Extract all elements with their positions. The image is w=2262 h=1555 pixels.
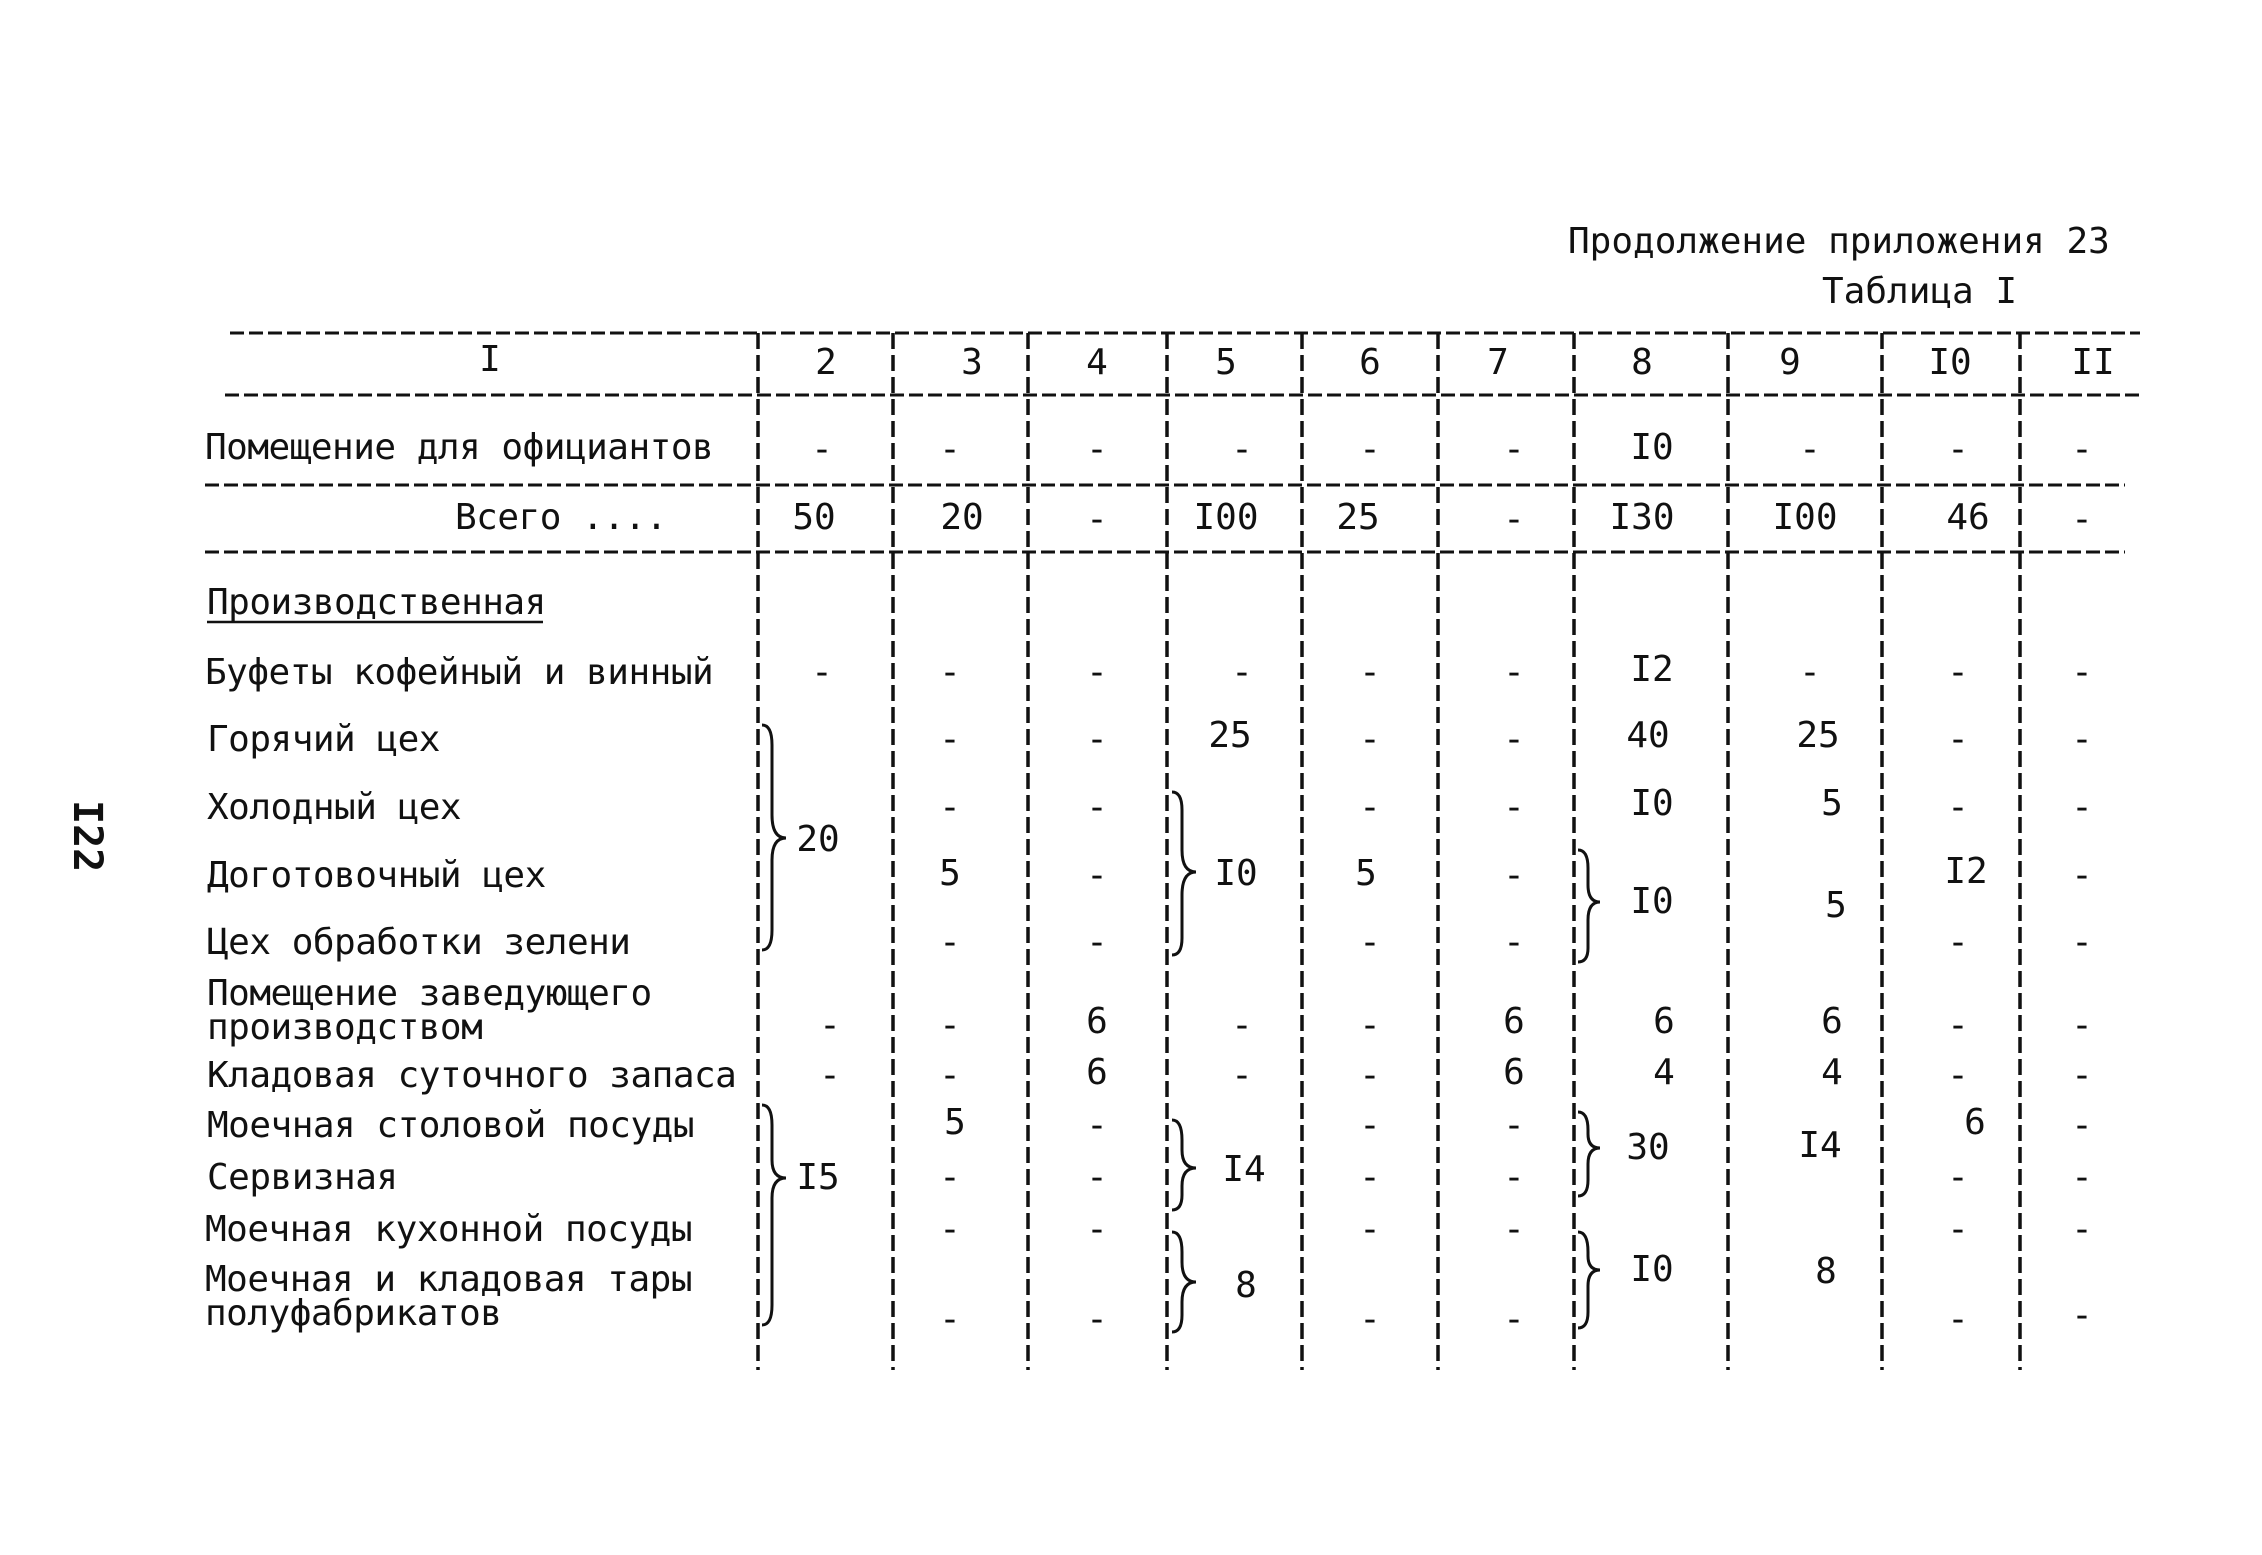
table-cell: - [1503, 429, 1525, 470]
table-cell: - [2071, 429, 2093, 470]
table-cell: 6 [1503, 1052, 1525, 1093]
brace-col2-a [762, 725, 786, 950]
row-label: Моечная столовой посуды [207, 1105, 694, 1146]
table-cell: - [1086, 719, 1108, 760]
table-cell: - [2071, 922, 2093, 963]
table-cell: - [1359, 719, 1381, 760]
col-header-10: I0 [1928, 342, 1972, 383]
row-label-line: Моечная и кладовая тары [205, 1259, 692, 1300]
group-value: I4 [1222, 1149, 1266, 1190]
table-cell: - [1947, 1055, 1969, 1096]
table-cell: - [2071, 499, 2093, 540]
col-header-5: 5 [1215, 342, 1237, 383]
brace-col5-b [1172, 1120, 1196, 1210]
table-cell: 50 [792, 497, 836, 538]
page-number: I22 [64, 800, 110, 873]
col-header-8: 8 [1631, 342, 1653, 383]
table-cell: - [939, 1005, 961, 1046]
table-cell: 4 [1653, 1052, 1675, 1093]
table-cell: - [1086, 1299, 1108, 1340]
table-cell: - [2071, 1055, 2093, 1096]
table-cell: - [1503, 652, 1525, 693]
table-cell: - [2071, 652, 2093, 693]
table-cell: - [1086, 787, 1108, 828]
brace-col5-a [1172, 792, 1196, 955]
row-label: Цех обработки зелени [207, 922, 631, 963]
table-cell: - [1947, 1209, 1969, 1250]
table-cell: - [939, 1055, 961, 1096]
table-cell: - [1359, 1157, 1381, 1198]
table-cell: - [1359, 1005, 1381, 1046]
table-cell: I2 [1944, 851, 1988, 892]
table-cell: - [1086, 1209, 1108, 1250]
col-header-9: 9 [1779, 342, 1801, 383]
brace-col8-a [1578, 850, 1600, 962]
table-cell: - [1503, 787, 1525, 828]
table-cell: I00 [1772, 497, 1838, 538]
table-cell: 25 [1796, 715, 1840, 756]
row-label [207, 973, 652, 1048]
row-label-waiters: Помещение для официантов [205, 427, 714, 468]
col-header-3: 3 [961, 342, 983, 383]
table-cell: - [939, 1209, 961, 1250]
table-cell: - [1503, 855, 1525, 896]
table-cell: - [2071, 719, 2093, 760]
group-value: 30 [1626, 1127, 1670, 1168]
table-cell: - [1231, 1005, 1253, 1046]
brace-col8-b [1578, 1112, 1600, 1196]
table-cell: 6 [1964, 1102, 1986, 1143]
table-cell: - [1359, 922, 1381, 963]
table-cell: 40 [1626, 715, 1670, 756]
table-cell: 5 [1821, 783, 1843, 824]
table-cell: - [1231, 1055, 1253, 1096]
table-cell: I2 [1630, 649, 1674, 690]
table-cell: I30 [1609, 497, 1675, 538]
group-value: I0 [1630, 881, 1674, 922]
table-cell: - [2071, 1209, 2093, 1250]
table-cell: - [1086, 855, 1108, 896]
table-cell: - [1947, 787, 1969, 828]
brace-col5-c [1172, 1232, 1196, 1332]
table-cell: 25 [1336, 497, 1380, 538]
table-cell: - [1503, 1299, 1525, 1340]
table-cell: - [1359, 1055, 1381, 1096]
table-cell: - [1231, 429, 1253, 470]
group-value: I0 [1214, 853, 1258, 894]
table-cell: 6 [1653, 1001, 1675, 1042]
group-value: 5 [1825, 885, 1847, 926]
table-cell: - [1503, 1157, 1525, 1198]
row-label: Сервизная [207, 1157, 398, 1198]
col-header-4: 4 [1086, 342, 1108, 383]
col-header-11: II [2071, 342, 2115, 383]
table-cell: - [1086, 1157, 1108, 1198]
table-cell: - [1503, 1105, 1525, 1146]
table-cell: 6 [1821, 1001, 1843, 1042]
table-cell: - [2071, 855, 2093, 896]
table-cell: - [939, 429, 961, 470]
section-title: Производственная [207, 582, 546, 623]
table-cell: 5 [939, 853, 961, 894]
continuation-heading: Продолжение приложения 23 [1568, 221, 2110, 262]
table-cell: I00 [1193, 497, 1259, 538]
table-cell: - [1359, 1105, 1381, 1146]
group-value: I0 [1630, 1249, 1674, 1290]
row-label: Буфеты кофейный и винный [205, 652, 714, 693]
group-value: 20 [796, 819, 840, 860]
table-cell: - [1359, 652, 1381, 693]
table-cell: 25 [1208, 715, 1252, 756]
table-cell: - [939, 922, 961, 963]
brace-col8-c [1578, 1232, 1600, 1328]
table-cell: - [1799, 652, 1821, 693]
row-label-line: Помещение заведующего [207, 973, 652, 1014]
table-cell: - [819, 1055, 841, 1096]
table-cell: - [1503, 1209, 1525, 1250]
table-cell: - [1947, 1005, 1969, 1046]
table-cell: - [1947, 719, 1969, 760]
table-cell: 20 [940, 497, 984, 538]
table-cell: - [1086, 922, 1108, 963]
table-cell: - [1086, 499, 1108, 540]
table-cell: - [939, 787, 961, 828]
table-cell: - [1947, 429, 1969, 470]
row-label-line: полуфабрикатов [205, 1293, 502, 1334]
table-cell: 5 [1355, 853, 1377, 894]
col-header-7: 7 [1487, 342, 1509, 383]
table-cell: - [1947, 1299, 1969, 1340]
row-label: Кладовая суточного запаса [207, 1055, 737, 1096]
table-cell: - [1947, 1157, 1969, 1198]
table-cell: - [939, 652, 961, 693]
table-cell: - [1947, 922, 1969, 963]
row-label-total: Всего .... [455, 497, 667, 538]
table-cell: - [811, 652, 833, 693]
col-header-6: 6 [1359, 342, 1381, 383]
table-cell: 6 [1086, 1001, 1108, 1042]
table-cell: - [1359, 787, 1381, 828]
table-cell: - [1359, 1299, 1381, 1340]
table-cell: - [939, 719, 961, 760]
group-value: I5 [796, 1157, 840, 1198]
table-cell: - [819, 1005, 841, 1046]
table-cell: - [939, 1299, 961, 1340]
table-cell: 5 [944, 1102, 966, 1143]
table-title: Таблица I [1822, 271, 2018, 312]
table-cell: - [1503, 719, 1525, 760]
table-cell: - [811, 429, 833, 470]
table-cell: - [1359, 1209, 1381, 1250]
row-label: Доготовочный цех [207, 855, 546, 896]
row-label-line: производством [207, 1007, 483, 1048]
table-cell: - [1503, 499, 1525, 540]
table-cell: I0 [1630, 427, 1674, 468]
table-cell: I0 [1630, 783, 1674, 824]
brace-col2-b [762, 1105, 786, 1325]
table-cell: - [1086, 652, 1108, 693]
table-cell: - [1086, 1105, 1108, 1146]
table-cell: - [1231, 652, 1253, 693]
col-header-1: I [479, 339, 501, 380]
table-cell: - [1503, 922, 1525, 963]
group-value: 8 [1815, 1251, 1837, 1292]
table-cell: 46 [1946, 497, 1990, 538]
row-label: Горячий цех [207, 719, 440, 760]
table-cell: - [2071, 787, 2093, 828]
row-label: Моечная кухонной посуды [205, 1209, 692, 1250]
table-cell: 4 [1821, 1052, 1843, 1093]
table-cell: 6 [1503, 1001, 1525, 1042]
table-cell: - [2071, 1157, 2093, 1198]
table-cell: - [1799, 429, 1821, 470]
group-value: 8 [1235, 1265, 1257, 1306]
table-cell: 6 [1086, 1052, 1108, 1093]
table-cell: - [2071, 1005, 2093, 1046]
row-label [205, 1259, 692, 1334]
group-value: I4 [1798, 1125, 1842, 1166]
table-cell: - [1947, 652, 1969, 693]
col-header-2: 2 [815, 342, 837, 383]
row-label: Холодный цех [207, 787, 462, 828]
table-cell: - [1086, 429, 1108, 470]
table-cell: - [2071, 1105, 2093, 1146]
table-cell: - [939, 1157, 961, 1198]
table-cell: - [2071, 1295, 2093, 1336]
table-cell: - [1359, 429, 1381, 470]
